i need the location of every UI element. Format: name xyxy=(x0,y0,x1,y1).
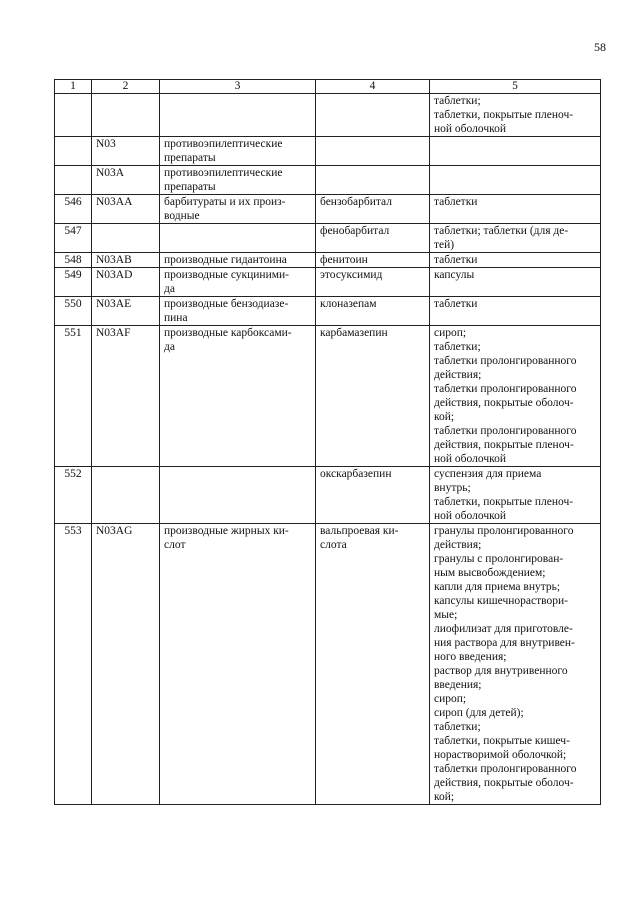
table-row xyxy=(55,224,601,253)
drug-group-cell xyxy=(160,224,316,253)
table-header-row xyxy=(55,80,601,94)
drug-name-cell: фенитоин xyxy=(316,253,430,268)
dosage-forms-cell: таблетки; таблетки, покрытые пленоч- ной оболочкой xyxy=(430,94,601,137)
dosage-forms-cell: таблетки xyxy=(430,253,601,268)
atc-code-cell: N03AG xyxy=(92,524,160,805)
drug-group-cell: производные бензодиазе- пина xyxy=(160,297,316,326)
dosage-forms-cell xyxy=(430,166,601,195)
table-row xyxy=(55,253,601,268)
drug-group-cell: производные карбоксами- да xyxy=(160,326,316,467)
dosage-forms-cell: суспензия для приема внутрь; таблетки, покрытые пленоч- ной оболочкой xyxy=(430,467,601,524)
row-number-cell xyxy=(55,94,92,137)
table-row xyxy=(55,166,601,195)
drug-group-cell xyxy=(160,467,316,524)
header-cell: 1 xyxy=(55,80,92,94)
page-number: 58 xyxy=(594,40,606,54)
row-number-cell: 548 xyxy=(55,253,92,268)
drug-group-cell: противоэпилептические препараты xyxy=(160,166,316,195)
row-number-cell xyxy=(55,137,92,166)
drug-group-cell: противоэпилептические препараты xyxy=(160,137,316,166)
row-number-cell: 553 xyxy=(55,524,92,805)
dosage-forms-cell: таблетки; таблетки (для де- тей) xyxy=(430,224,601,253)
dosage-forms-cell: гранулы пролонгированного действия; гранулы с пролонгирован- ным высвобождением; капли для приема внутрь; капсулы кишечнораствори- мые; лиофилизат для приготовле- ния раствора для внутривен- ного введения; раствор для внутривенного введения; сироп; сироп (для детей); таблетки; таблетки, покрытые кишеч- норастворимой оболочкой; таблетки пролонгированного действия, покрытые оболоч- кой; xyxy=(430,524,601,805)
row-number-cell: 550 xyxy=(55,297,92,326)
drug-name-cell: окскарбазепин xyxy=(316,467,430,524)
drug-name-cell: клоназепам xyxy=(316,297,430,326)
row-number-cell xyxy=(55,166,92,195)
drug-group-cell: производные гидантоина xyxy=(160,253,316,268)
atc-code-cell xyxy=(92,94,160,137)
table-row xyxy=(55,268,601,297)
table-row xyxy=(55,297,601,326)
row-number-cell: 547 xyxy=(55,224,92,253)
header-cell: 5 xyxy=(430,80,601,94)
header-cell: 3 xyxy=(160,80,316,94)
drug-group-cell xyxy=(160,94,316,137)
row-number-cell: 546 xyxy=(55,195,92,224)
atc-code-cell: N03AA xyxy=(92,195,160,224)
atc-code-cell xyxy=(92,467,160,524)
atc-code-cell: N03AE xyxy=(92,297,160,326)
dosage-forms-cell xyxy=(430,137,601,166)
dosage-forms-cell: таблетки xyxy=(430,195,601,224)
header-cell: 4 xyxy=(316,80,430,94)
drug-name-cell: вальпроевая ки- слота xyxy=(316,524,430,805)
dosage-forms-cell: таблетки xyxy=(430,297,601,326)
table-row xyxy=(55,137,601,166)
table-row xyxy=(55,467,601,524)
drug-name-cell: карбамазепин xyxy=(316,326,430,467)
drug-name-cell xyxy=(316,94,430,137)
drug-name-cell: этосуксимид xyxy=(316,268,430,297)
header-cell: 2 xyxy=(92,80,160,94)
table-row xyxy=(55,326,601,467)
atc-code-cell: N03 xyxy=(92,137,160,166)
drug-group-cell: производные сукциними- да xyxy=(160,268,316,297)
drug-group-cell: барбитураты и их произ- водные xyxy=(160,195,316,224)
atc-code-cell: N03AB xyxy=(92,253,160,268)
atc-code-cell: N03AD xyxy=(92,268,160,297)
atc-code-cell xyxy=(92,224,160,253)
atc-code-cell: N03AF xyxy=(92,326,160,467)
drug-name-cell xyxy=(316,137,430,166)
row-number-cell: 552 xyxy=(55,467,92,524)
drug-name-cell: бензобарбитал xyxy=(316,195,430,224)
table-row xyxy=(55,94,601,137)
dosage-forms-cell: капсулы xyxy=(430,268,601,297)
dosage-forms-cell: сироп; таблетки; таблетки пролонгированного действия; таблетки пролонгированного действия, покрытые оболоч- кой; таблетки пролонгированного действия, покрытые пленоч- ной оболочкой xyxy=(430,326,601,467)
atc-code-cell: N03A xyxy=(92,166,160,195)
table-row xyxy=(55,524,601,805)
drug-group-cell: производные жирных ки- слот xyxy=(160,524,316,805)
drug-name-cell xyxy=(316,166,430,195)
table-row xyxy=(55,195,601,224)
drug-name-cell: фенобарбитал xyxy=(316,224,430,253)
row-number-cell: 549 xyxy=(55,268,92,297)
drug-table xyxy=(54,79,601,805)
row-number-cell: 551 xyxy=(55,326,92,467)
